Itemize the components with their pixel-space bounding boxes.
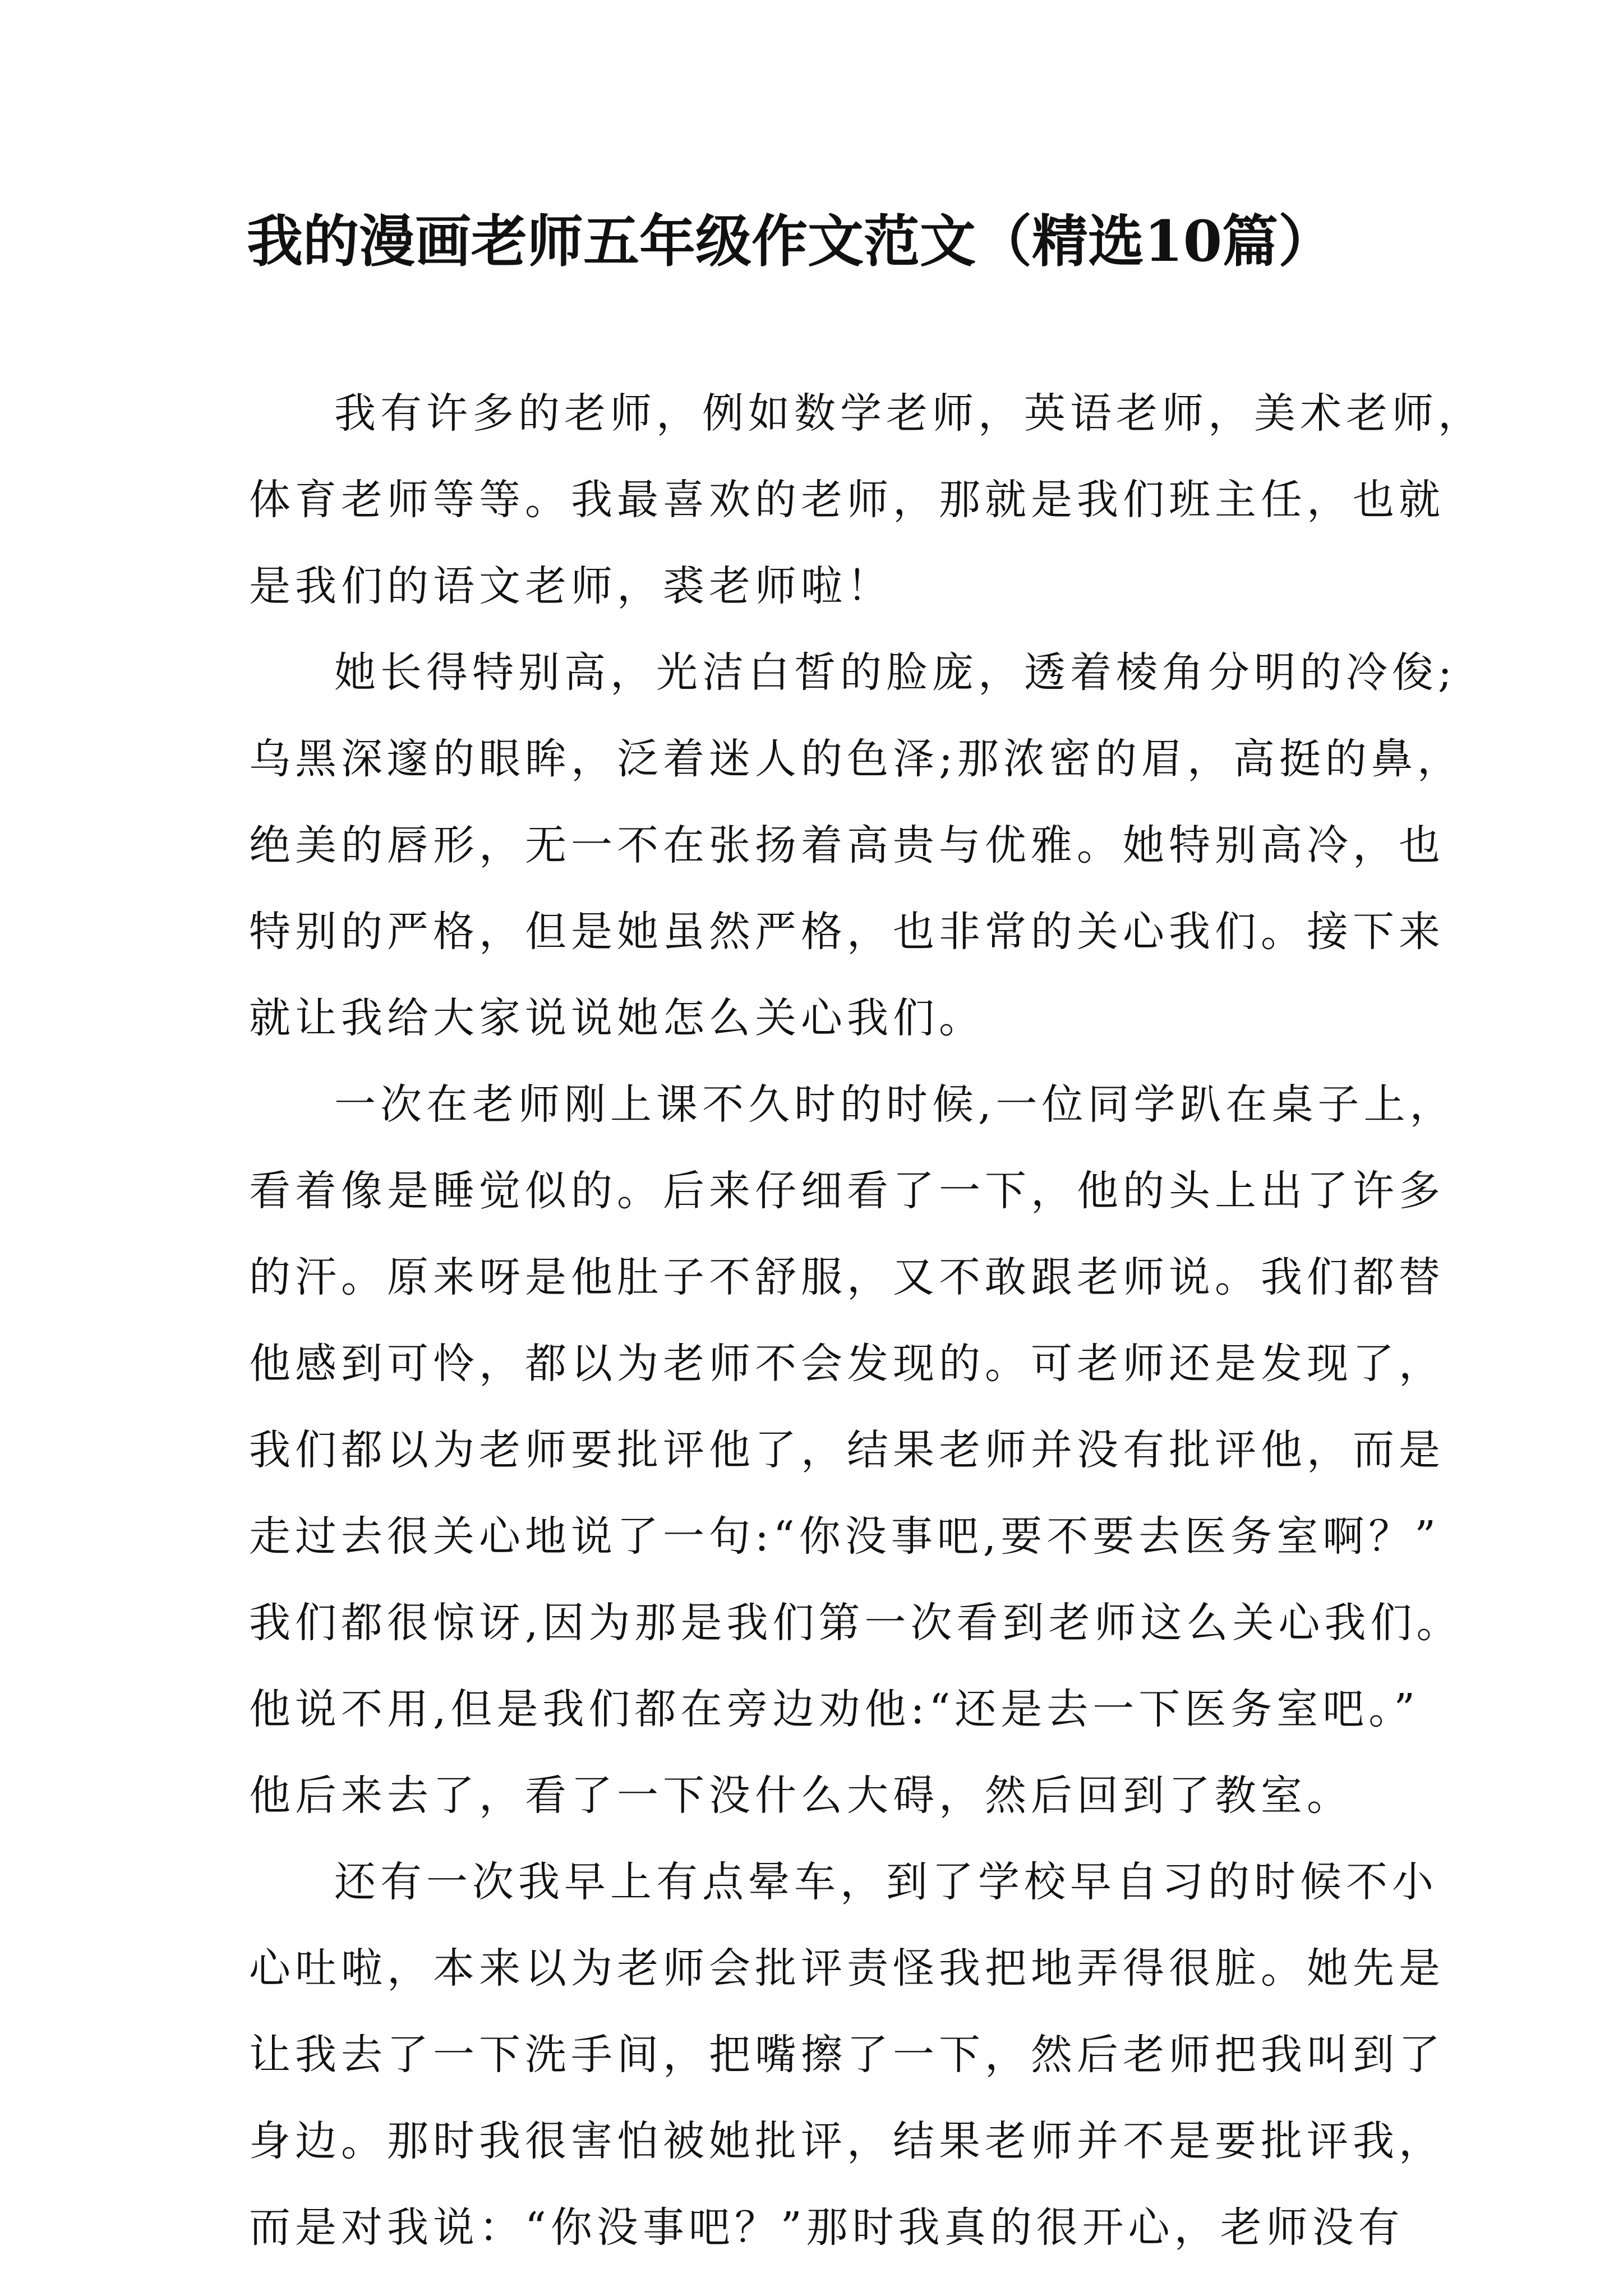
essay-line: 我们都以为老师要批评他了，结果老师并没有批评他，而是: [249, 1426, 1445, 1474]
essay-line: 还有一次我早上有点晕车，到了学校早自习的时候不小: [334, 1858, 1438, 1906]
essay-line: 一次在老师刚上课不久时的时候,一位同学趴在桌子上，: [334, 1080, 1456, 1129]
essay-line: 我有许多的老师，例如数学老师，英语老师，美术老师，: [334, 389, 1484, 438]
essay-line: 心吐啦，本来以为老师会批评责怪我把地弄得很脏。她先是: [249, 1944, 1445, 1993]
essay-line: 而是对我说：“你没事吧？”那时我真的很开心，老师没有: [249, 2203, 1404, 2252]
essay-line: 他后来去了，看了一下没什么大碍，然后回到了教室。: [249, 1772, 1353, 1820]
essay-line: 我们都很惊讶,因为那是我们第一次看到老师这么关心我们。: [249, 1599, 1463, 1647]
essay-line: 让我去了一下洗手间，把嘴擦了一下，然后老师把我叫到了: [249, 2031, 1445, 2079]
essay-line: 看着像是睡觉似的。后来仔细看了一下，他的头上出了许多: [249, 1167, 1445, 1215]
essay-body: [249, 370, 1484, 2271]
essay-line: 乌黑深邃的眼眸，泛着迷人的色泽;那浓密的眉，高挺的鼻，: [249, 735, 1463, 783]
essay-line: 就让我给大家说说她怎么关心我们。: [249, 994, 985, 1042]
essay-line: 体育老师等等。我最喜欢的老师，那就是我们班主任，也就: [249, 476, 1445, 524]
essay-line: 走过去很关心地说了一句:“你没事吧,要不要去医务室啊？”: [249, 1512, 1441, 1561]
essay-line: 他感到可怜，都以为老师不会发现的。可老师还是发现了，: [249, 1340, 1445, 1388]
essay-line: 是我们的语文老师，裘老师啦！: [249, 562, 893, 610]
essay-line: 的汗。原来呀是他肚子不舒服，又不敢跟老师说。我们都替: [249, 1253, 1445, 1301]
document-title: 我的漫画老师五年级作文范文（精选10篇）: [247, 208, 1335, 274]
essay-line: 他说不用,但是我们都在旁边劝他:“还是去一下医务室吧。”: [249, 1685, 1420, 1733]
essay-line: 绝美的唇形，无一不在张扬着高贵与优雅。她特别高冷，也: [249, 821, 1445, 869]
essay-line: 她长得特别高，光洁白皙的脸庞，透着棱角分明的冷俊;: [334, 648, 1456, 697]
essay-line: 身边。那时我很害怕被她批评，结果老师并不是要批评我，: [249, 2117, 1445, 2165]
essay-line: 特别的严格，但是她虽然严格，也非常的关心我们。接下来: [249, 908, 1445, 956]
